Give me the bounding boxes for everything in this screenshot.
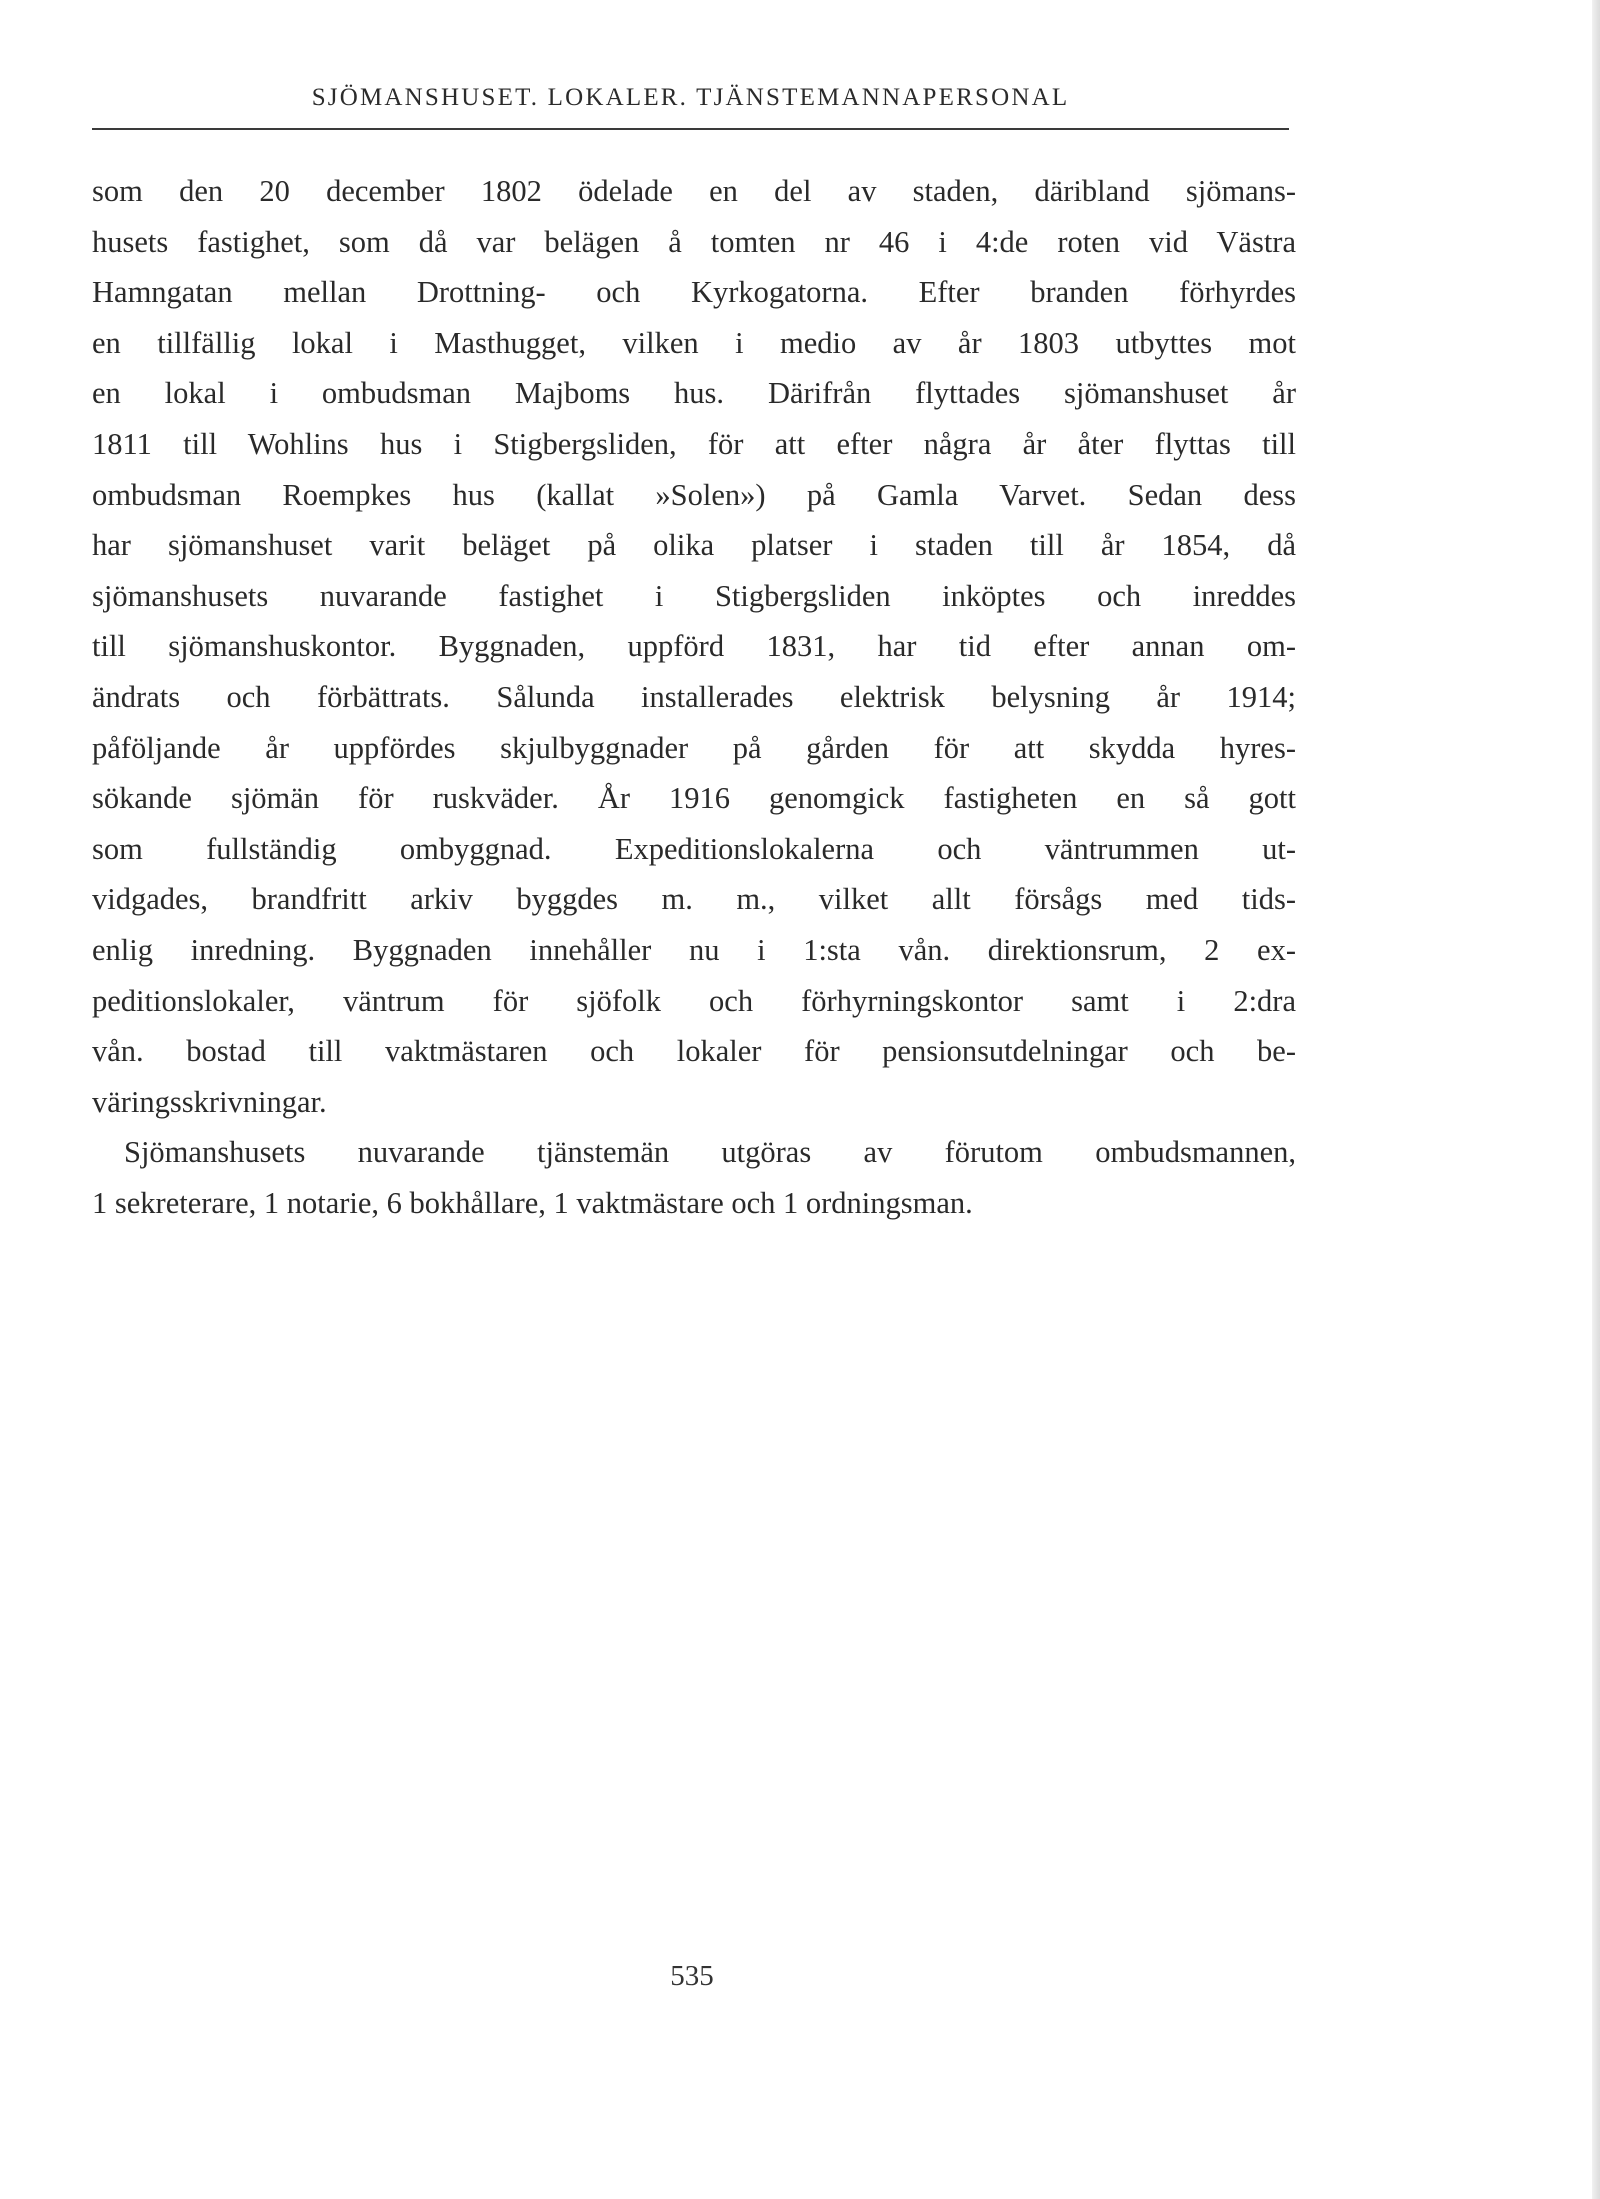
text-line: sökande sjömän för ruskväder. År 1916 genomgick fastigheten en så gott (92, 781, 1296, 816)
text-line: som den 20 december 1802 ödelade en del av staden, däribland sjömans- (92, 174, 1296, 208)
text-line: vidgades, brandfritt arkiv byggdes m. m., vilket allt försågs med tids- (92, 882, 1296, 917)
text-line: en lokal i ombudsman Majboms hus. Därifrån flyttades sjömanshuset år (92, 376, 1296, 411)
text-line: husets fastighet, som då var belägen å tomten nr 46 i 4:de roten vid Västra (92, 224, 1296, 259)
text-line: väringsskrivningar. (92, 1084, 327, 1119)
scan-edge-shadow (1592, 0, 1600, 2199)
text-line: har sjömanshuset varit beläget på olika platser i staden till år 1854, då (92, 528, 1296, 563)
text-line: som fullständig ombyggnad. Expeditionslokalerna och väntrummen ut- (92, 831, 1296, 866)
text-line: en tillfällig lokal i Masthugget, vilken i medio av år 1803 utbyttes mot (92, 325, 1296, 360)
text-line: ombudsman Roempkes hus (kallat »Solen») på Gamla Varvet. Sedan dess (92, 477, 1296, 512)
text-line: Sjömanshusets nuvarande tjänstemän utgöras av förutom ombudsmannen, (124, 1135, 1296, 1170)
text-line: påföljande år uppfördes skjulbyggnader på gården för att skydda hyres- (92, 730, 1296, 765)
header-rule (92, 128, 1289, 130)
text-line: till sjömanshuskontor. Byggnaden, uppförd 1831, har tid efter annan om- (92, 629, 1296, 664)
text-line: 1811 till Wohlins hus i Stigbergsliden, för att efter några år åter flyttas till (92, 426, 1296, 461)
text-line: vån. bostad till vaktmästaren och lokaler för pensionsutdelningar och be- (92, 1034, 1296, 1069)
text-line: enlig inredning. Byggnaden innehåller nu i 1:sta vån. direktionsrum, 2 ex- (92, 932, 1296, 967)
text-line: ändrats och förbättrats. Sålunda installerades elektrisk belysning år 1914; (92, 679, 1296, 714)
running-head: SJÖMANSHUSET. LOKALER. TJÄNSTEMANNAPERSONAL (311, 84, 1070, 111)
text-line: Hamngatan mellan Drottning- och Kyrkogatorna. Efter branden förhyrdes (92, 275, 1296, 310)
text-line: sjömanshusets nuvarande fastighet i Stigbergsliden inköptes och inreddes (92, 578, 1296, 613)
text-line: peditionslokaler, väntrum för sjöfolk och förhyrningskontor samt i 2:dra (92, 983, 1296, 1018)
text-line: 1 sekreterare, 1 notarie, 6 bokhållare, 1 vaktmästare och 1 ordningsman. (92, 1185, 973, 1220)
page-number: 535 (670, 1960, 714, 1992)
body-text (92, 166, 1296, 1228)
